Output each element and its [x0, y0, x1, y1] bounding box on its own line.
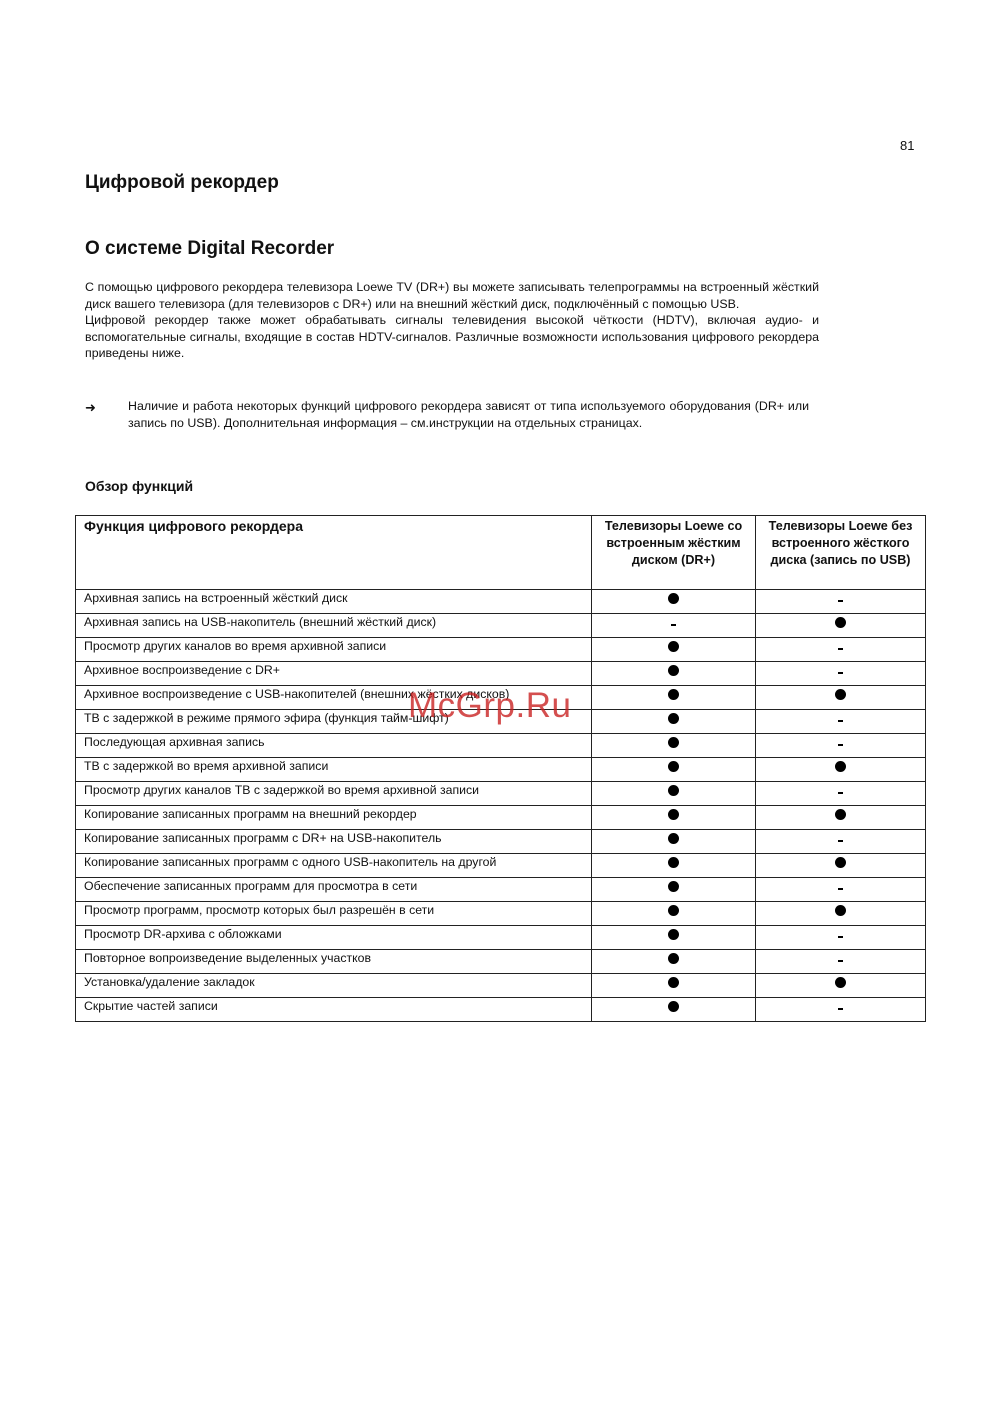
- dr-support-cell: [592, 926, 756, 950]
- supported-dot-icon: [668, 1001, 679, 1012]
- page-number: 81: [900, 138, 915, 153]
- table-row: [76, 950, 926, 974]
- supported-dot-icon: [835, 761, 846, 772]
- dr-support-cell: [592, 806, 756, 830]
- usb-support-cell: [756, 590, 926, 614]
- feature-cell: Обеспечение записанных программ для просмотра в сети: [76, 878, 592, 902]
- feature-cell: Копирование записанных программ с одного USB-накопитель на другой: [76, 854, 592, 878]
- dr-support-cell: [592, 782, 756, 806]
- dr-support-cell: [592, 902, 756, 926]
- table-row: [76, 926, 926, 950]
- usb-support-cell: [756, 614, 926, 638]
- table-row: [76, 830, 926, 854]
- table-body: [76, 590, 926, 1022]
- dr-support-cell: [592, 950, 756, 974]
- supported-dot-icon: [668, 809, 679, 820]
- feature-cell: Копирование записанных программ на внешний рекордер: [76, 806, 592, 830]
- usb-support-cell: [756, 662, 926, 686]
- table-row: [76, 854, 926, 878]
- feature-cell: Архивная запись на встроенный жёсткий диск: [76, 590, 592, 614]
- feature-cell: Архивное воспроизведение с USB-накопителей (внешних жёстких дисков): [76, 686, 592, 710]
- not-supported-dash-icon: [838, 672, 843, 674]
- supported-dot-icon: [668, 905, 679, 916]
- supported-dot-icon: [835, 617, 846, 628]
- not-supported-dash-icon: [838, 1008, 843, 1010]
- dr-support-cell: [592, 710, 756, 734]
- not-supported-dash-icon: [838, 720, 843, 722]
- supported-dot-icon: [835, 905, 846, 916]
- not-supported-dash-icon: [838, 744, 843, 746]
- table-row: [76, 998, 926, 1022]
- supported-dot-icon: [668, 665, 679, 676]
- dr-support-cell: [592, 830, 756, 854]
- not-supported-dash-icon: [838, 600, 843, 602]
- feature-cell: Просмотр других каналов ТВ с задержкой во время архивной записи: [76, 782, 592, 806]
- not-supported-dash-icon: [838, 648, 843, 650]
- not-supported-dash-icon: [838, 936, 843, 938]
- feature-cell: Последующая архивная запись: [76, 734, 592, 758]
- supported-dot-icon: [668, 977, 679, 988]
- header-dr-plus: Телевизоры Loewe со встроенным жёстким диском (DR+): [592, 516, 756, 590]
- not-supported-dash-icon: [838, 792, 843, 794]
- intro-paragraph-1: С помощью цифрового рекордера телевизора Loewe TV (DR+) вы можете записывать телепрограммы на встроенный жёсткий диск вашего телевизора (для телевизоров с DR+) или на внешний жёсткий диск, подключённый с помощью USB.: [85, 280, 819, 311]
- usb-support-cell: [756, 806, 926, 830]
- supported-dot-icon: [668, 785, 679, 796]
- supported-dot-icon: [668, 881, 679, 892]
- feature-cell: Копирование записанных программ с DR+ на USB-накопитель: [76, 830, 592, 854]
- intro-text: [85, 279, 819, 362]
- dr-support-cell: [592, 686, 756, 710]
- table-row: [76, 662, 926, 686]
- dr-support-cell: [592, 590, 756, 614]
- supported-dot-icon: [668, 713, 679, 724]
- usb-support-cell: [756, 902, 926, 926]
- dr-support-cell: [592, 614, 756, 638]
- intro-paragraph-2: Цифровой рекордер также может обрабатывать сигналы телевидения высокой чёткости (HDTV), включая аудио- и вспомогательные сигналы, входящие в состав HDTV-сигналов. Различные возможности использования цифрового рекордера приведены ниже.: [85, 313, 819, 361]
- feature-cell: Скрытие частей записи: [76, 998, 592, 1022]
- dr-support-cell: [592, 854, 756, 878]
- table-row: [76, 782, 926, 806]
- features-table: [75, 515, 926, 1022]
- table-row: [76, 974, 926, 998]
- not-supported-dash-icon: [838, 960, 843, 962]
- supported-dot-icon: [668, 689, 679, 700]
- table-row: [76, 638, 926, 662]
- not-supported-dash-icon: [671, 624, 676, 626]
- usb-support-cell: [756, 638, 926, 662]
- note-text: Наличие и работа некоторых функций цифрового рекордера зависят от типа используемого оборудования (DR+ или запись по USB). Дополнительная информация – см.инструкции на отдельных страницах.: [128, 399, 809, 430]
- watermark: McGrp.Ru: [408, 686, 572, 725]
- feature-cell: Просмотр программ, просмотр которых был разрешён в сети: [76, 902, 592, 926]
- usb-support-cell: [756, 974, 926, 998]
- usb-support-cell: [756, 710, 926, 734]
- arrow-icon: ➜: [85, 400, 96, 415]
- table-row: [76, 878, 926, 902]
- usb-support-cell: [756, 758, 926, 782]
- table-header-row: [76, 516, 926, 590]
- usb-support-cell: [756, 854, 926, 878]
- usb-support-cell: [756, 926, 926, 950]
- supported-dot-icon: [668, 641, 679, 652]
- feature-cell: ТВ с задержкой во время архивной записи: [76, 758, 592, 782]
- feature-cell: Архивное воспроизведение с DR+: [76, 662, 592, 686]
- usb-support-cell: [756, 734, 926, 758]
- dr-support-cell: [592, 758, 756, 782]
- dr-support-cell: [592, 638, 756, 662]
- not-supported-dash-icon: [838, 840, 843, 842]
- feature-cell: Просмотр других каналов во время архивной записи: [76, 638, 592, 662]
- supported-dot-icon: [668, 593, 679, 604]
- feature-cell: Повторное вопроизведение выделенных участков: [76, 950, 592, 974]
- overview-title: Обзор функций: [85, 478, 194, 494]
- dr-support-cell: [592, 998, 756, 1022]
- feature-cell: Установка/удаление закладок: [76, 974, 592, 998]
- feature-cell: Архивная запись на USB-накопитель (внешний жёсткий диск): [76, 614, 592, 638]
- page-title: Цифровой рекордер: [85, 172, 279, 193]
- usb-support-cell: [756, 782, 926, 806]
- table-row: [76, 806, 926, 830]
- supported-dot-icon: [835, 857, 846, 868]
- table-row: [76, 614, 926, 638]
- table-row: [76, 734, 926, 758]
- supported-dot-icon: [668, 857, 679, 868]
- header-function: Функция цифрового рекордера: [76, 516, 592, 590]
- supported-dot-icon: [835, 689, 846, 700]
- usb-support-cell: [756, 878, 926, 902]
- not-supported-dash-icon: [838, 888, 843, 890]
- feature-cell: Просмотр DR-архива с обложками: [76, 926, 592, 950]
- feature-cell: ТВ с задержкой в режиме прямого эфира (функция тайм-шифт): [76, 710, 592, 734]
- header-usb: Телевизоры Loewe без встроенного жёсткого диска (запись по USB): [756, 516, 926, 590]
- dr-support-cell: [592, 878, 756, 902]
- usb-support-cell: [756, 998, 926, 1022]
- usb-support-cell: [756, 686, 926, 710]
- dr-support-cell: [592, 974, 756, 998]
- dr-support-cell: [592, 734, 756, 758]
- section-title: О системе Digital Recorder: [85, 238, 335, 259]
- note-block: [85, 398, 809, 431]
- usb-support-cell: [756, 830, 926, 854]
- supported-dot-icon: [668, 929, 679, 940]
- table-row: [76, 758, 926, 782]
- supported-dot-icon: [668, 761, 679, 772]
- supported-dot-icon: [668, 833, 679, 844]
- supported-dot-icon: [835, 809, 846, 820]
- supported-dot-icon: [668, 737, 679, 748]
- supported-dot-icon: [835, 977, 846, 988]
- supported-dot-icon: [668, 953, 679, 964]
- dr-support-cell: [592, 662, 756, 686]
- usb-support-cell: [756, 950, 926, 974]
- table-row: [76, 902, 926, 926]
- table-row: [76, 590, 926, 614]
